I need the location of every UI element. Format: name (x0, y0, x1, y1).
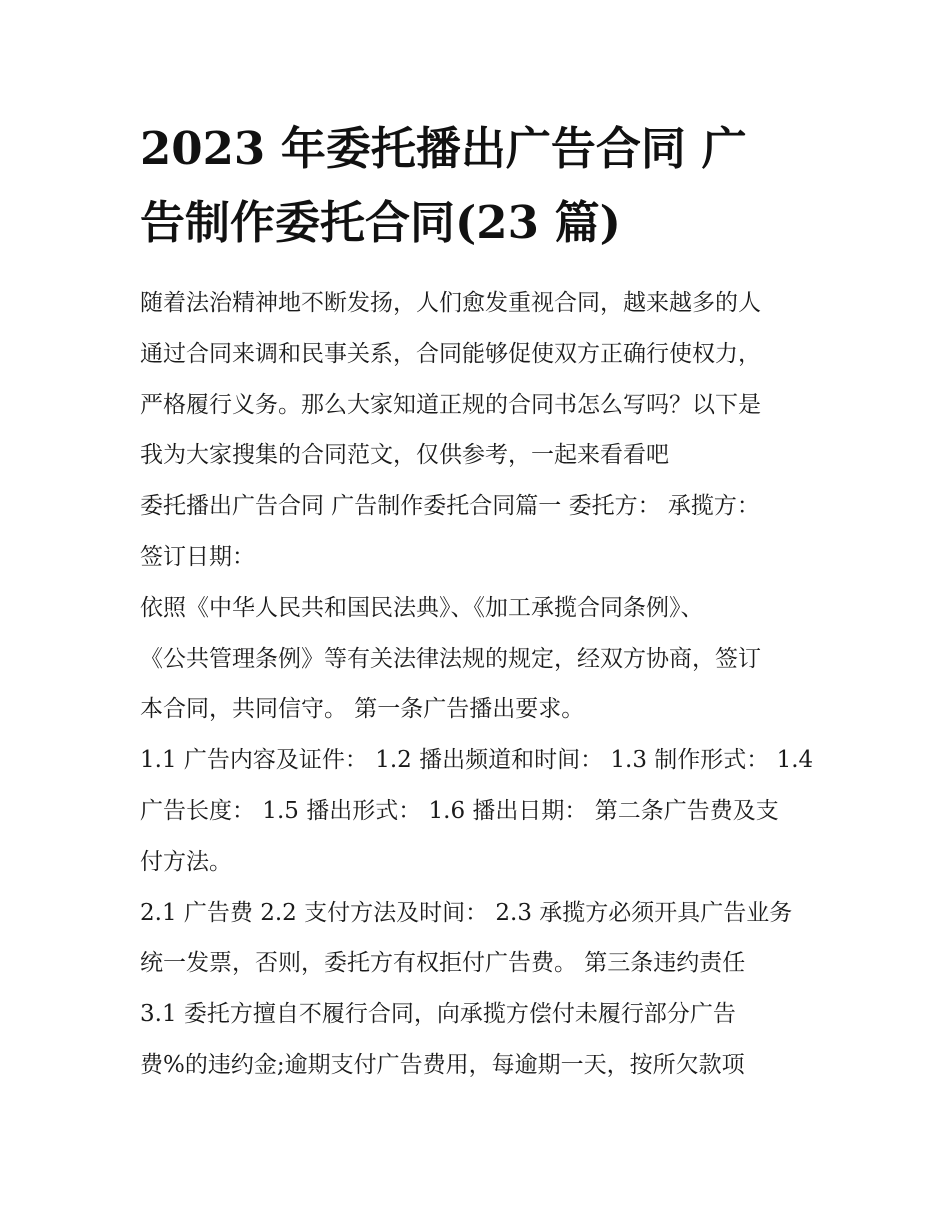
body-line: 《公共管理条例》等有关法律法规的规定，经双方协商，签订 (140, 645, 761, 672)
body-line: 委托播出广告合同 广告制作委托合同篇一 委托方： 承揽方： (140, 493, 760, 520)
body-line: 本合同，共同信守。 第一条广告播出要求。 (140, 696, 585, 723)
body-line: 2.1 广告费 2.2 支付方法及时间： 2.3 承揽方必须开具广告业务 (140, 899, 793, 926)
body-line: 3.1 委托方擅自不履行合同，向承揽方偿付未履行部分广告 (140, 1001, 736, 1028)
title-line: 告制作委托合同(23 篇) (140, 196, 621, 249)
title-line: 2023 年委托播出广告合同 广 (140, 122, 747, 175)
document-title (140, 112, 810, 260)
body-line: 我为大家搜集的合同范文，仅供参考，一起来看看吧 (140, 442, 669, 469)
body-line: 广告长度： 1.5 播出形式： 1.6 播出日期： 第二条广告费及支 (140, 797, 779, 824)
body-line: 付方法。 (140, 848, 232, 875)
body-line: 随着法治精神地不断发扬，人们愈发重视合同，越来越多的人 (140, 290, 761, 316)
document-body (140, 278, 820, 1091)
body-line: 统一发票，否则，委托方有权拒付广告费。 第三条违约责任 (140, 950, 746, 977)
body-line: 通过合同来调和民事关系，合同能够促使双方正确行使权力， (140, 340, 761, 367)
body-line: 签订日期： (140, 543, 255, 570)
body-line: 依照《中华人民共和国民法典》、《加工承揽合同条例》、 (140, 594, 704, 621)
body-line: 1.1 广告内容及证件： 1.2 播出频道和时间： 1.3 制作形式： 1.4 (140, 747, 814, 774)
body-line: 严格履行义务。那么大家知道正规的合同书怎么写吗？以下是 (140, 391, 761, 418)
body-line: 费%的违约金;逾期支付广告费用，每逾期一天，按所欠款项 (140, 1051, 745, 1078)
